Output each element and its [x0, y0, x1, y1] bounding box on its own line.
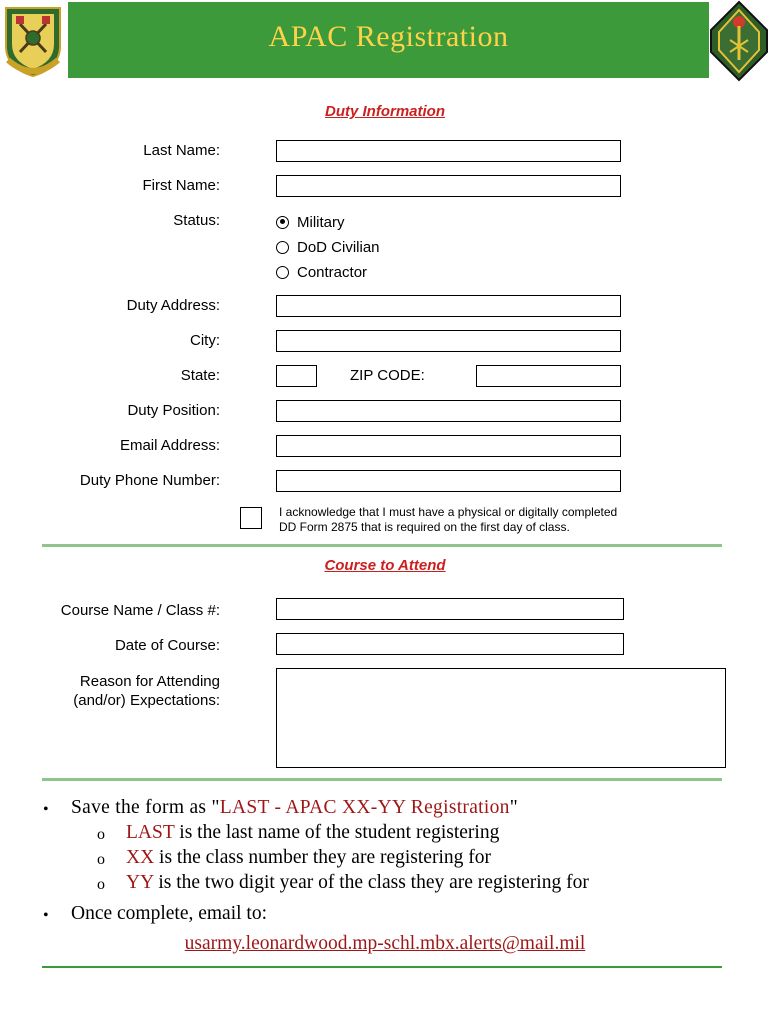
acknowledgement-line: I acknowledge that I must have a physical or digitally completed: [279, 505, 618, 519]
email-link[interactable]: usarmy.leonardwood.mp-schl.mbx.alerts@mail.mil: [184, 933, 586, 954]
bullet-circle: o: [97, 876, 105, 893]
status-option-label: Contractor: [297, 263, 368, 281]
status-option-military[interactable]: [276, 212, 345, 232]
placeholder-key: XX: [126, 847, 155, 868]
last-name-label: Last Name:: [143, 142, 220, 159]
placeholder-desc: is the class number they are registering for: [154, 847, 491, 868]
title-banner: [68, 2, 709, 78]
placeholder-key: YY: [126, 872, 154, 893]
save-suffix: ": [509, 797, 518, 818]
duty-information-heading: Duty Information: [325, 103, 445, 120]
placeholder-key: LAST: [126, 822, 175, 843]
duty-phone-field[interactable]: [276, 470, 621, 492]
first-name-field[interactable]: [276, 175, 621, 197]
acknowledgement-line: DD Form 2875 that is required on the first day of class.: [279, 520, 570, 534]
state-field[interactable]: [276, 365, 317, 387]
placeholder-desc: is the two digit year of the class they are registering for: [153, 872, 589, 893]
placeholder-desc: is the last name of the student registering: [174, 822, 500, 843]
duty-address-field[interactable]: [276, 295, 621, 317]
zip-code-field[interactable]: [476, 365, 621, 387]
bullet-disc: •: [43, 801, 49, 818]
status-option-label: DoD Civilian: [297, 238, 380, 256]
reason-label: [20, 672, 220, 710]
reason-textarea[interactable]: [276, 668, 726, 768]
zip-code-label: ZIP CODE:: [350, 367, 425, 384]
military-police-crest-logo: [2, 2, 64, 78]
save-file-name: LAST - APAC XX-YY Registration: [219, 797, 510, 818]
reason-label-line: Reason for Attending: [79, 673, 220, 690]
radio-button[interactable]: [276, 241, 289, 254]
last-name-field[interactable]: [276, 140, 621, 162]
bullet-disc: •: [43, 907, 49, 924]
save-prefix: Save the form as ": [71, 797, 220, 818]
status-option-dod-civilian[interactable]: [276, 237, 380, 257]
radio-button-selected[interactable]: [276, 216, 289, 229]
sub-instruction-xx: [126, 847, 491, 869]
save-instruction: [71, 797, 518, 819]
radio-button[interactable]: [276, 266, 289, 279]
email-instruction: Once complete, email to:: [71, 903, 268, 924]
section-divider: [42, 778, 722, 781]
mp-corps-shoulder-patch-logo: [708, 0, 770, 82]
date-of-course-field[interactable]: [276, 633, 624, 655]
footer-divider: [42, 966, 722, 968]
duty-phone-label: Duty Phone Number:: [79, 472, 220, 489]
status-option-contractor[interactable]: [276, 262, 367, 282]
course-name-field[interactable]: [276, 598, 624, 620]
reason-label-line: (and/or) Expectations:: [73, 692, 220, 709]
email-address-field[interactable]: [276, 435, 621, 457]
section-divider: [42, 544, 722, 547]
course-name-label: Course Name / Class #:: [60, 602, 220, 619]
city-label: City:: [190, 332, 220, 349]
course-to-attend-heading: Course to Attend: [324, 557, 446, 574]
duty-position-field[interactable]: [276, 400, 621, 422]
state-label: State:: [180, 367, 220, 384]
bullet-circle: o: [97, 826, 105, 843]
acknowledgement-text: [279, 505, 617, 535]
city-field[interactable]: [276, 330, 621, 352]
date-of-course-label: Date of Course:: [114, 637, 220, 654]
sub-instruction-last: [126, 822, 499, 844]
page-title: APAC Registration: [268, 20, 509, 53]
duty-position-label: Duty Position:: [127, 402, 220, 419]
sub-instruction-yy: [126, 872, 589, 894]
status-option-label: Military: [297, 213, 345, 231]
first-name-label: First Name:: [142, 177, 220, 194]
acknowledge-checkbox[interactable]: [240, 507, 262, 529]
bullet-circle: o: [97, 851, 105, 868]
duty-address-label: Duty Address:: [126, 297, 220, 314]
email-address-label: Email Address:: [119, 437, 220, 454]
status-label: Status:: [173, 212, 220, 229]
